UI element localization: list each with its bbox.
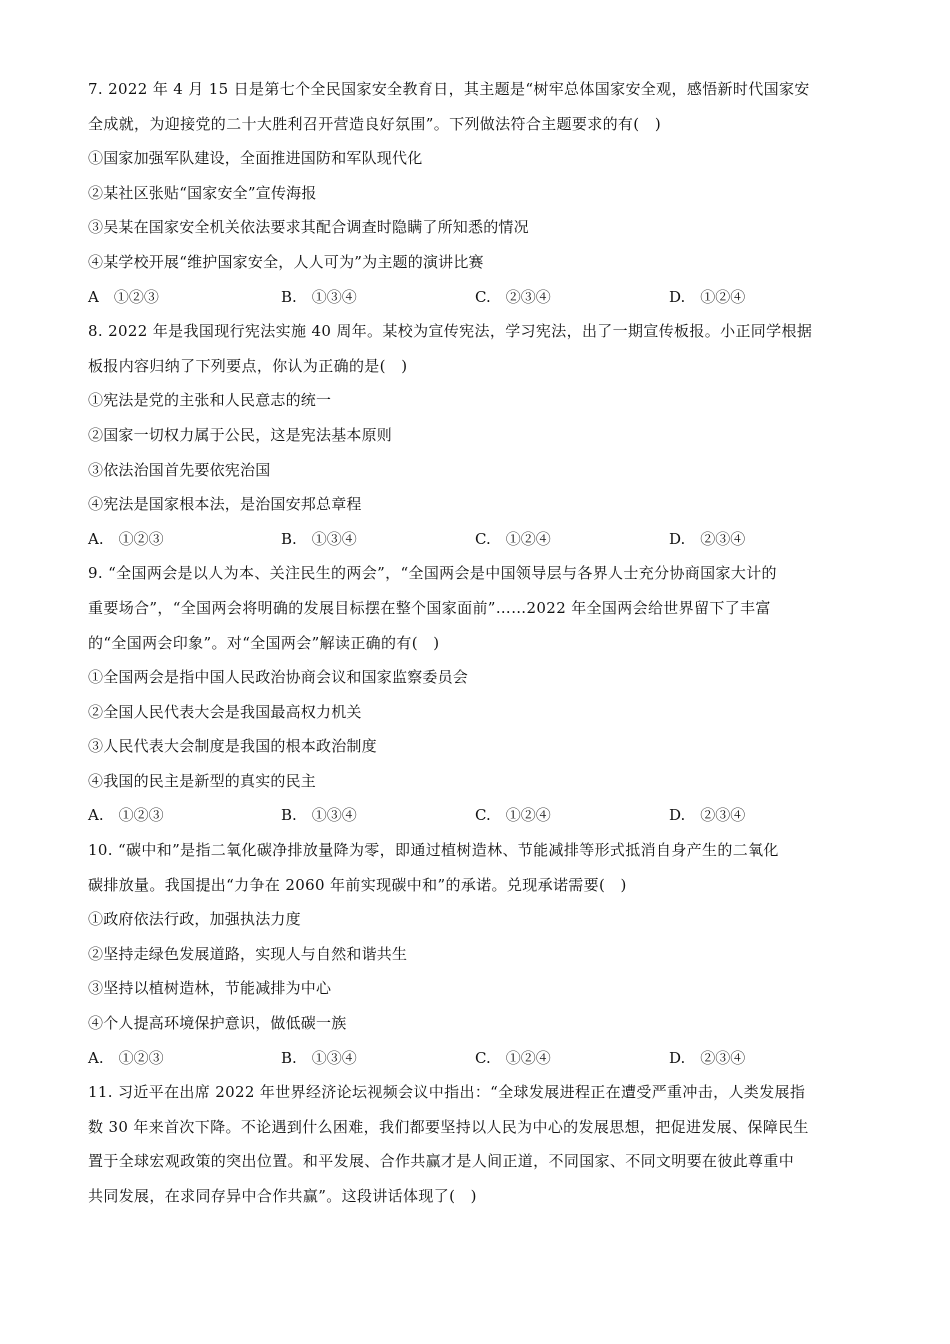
- question-stem-line: 8. 2022 年是我国现行宪法实施 40 周年。某校为宣传宪法，学习宪法，出了一期宣传板报。小正同学根据: [88, 322, 813, 341]
- question-stem-line: 全成就，为迎接党的二十大胜利召开营造良好氛围”。下列做法符合主题要求的有( ): [88, 114, 662, 133]
- question-stem-line: 碳排放量。我国提出“力争在 2060 年前实现碳中和”的承诺。兑现承诺需要( ): [88, 875, 627, 894]
- choice-b[interactable]: B. ①③④: [281, 529, 357, 548]
- statement-4: ④宪法是国家根本法，是治国安邦总章程: [88, 495, 362, 514]
- choice-a[interactable]: A. ①②③: [88, 806, 164, 825]
- statement-3: ③坚持以植树造林，节能减排为中心: [88, 979, 332, 998]
- choice-c[interactable]: C. ①②④: [475, 806, 551, 825]
- question-stem-line: 置于全球宏观政策的突出位置。和平发展、合作共赢才是人间正道，不同国家、不同文明要在彼此尊重中: [88, 1152, 795, 1171]
- question-7: [88, 72, 858, 314]
- exam-page: [88, 72, 858, 1214]
- statement-1: ①宪法是党的主张和人民意志的统一: [88, 391, 332, 410]
- choice-d[interactable]: D. ①②④: [669, 287, 746, 306]
- question-stem-line: 7. 2022 年 4 月 15 日是第七个全民国家安全教育日，其主题是“树牢总体国家安全观，感悟新时代国家安: [88, 80, 810, 98]
- statement-4: ④某学校开展“维护国家安全，人人可为”为主题的演讲比赛: [88, 252, 484, 271]
- question-stem-line: 板报内容归纳了下列要点，你认为正确的是( ): [88, 356, 408, 375]
- choice-b[interactable]: B. ①③④: [281, 806, 357, 825]
- statement-2: ②全国人民代表大会是我国最高权力机关: [88, 702, 362, 721]
- question-stem-line: 11. 习近平在出席 2022 年世界经济论坛视频会议中指出：“全球发展进程正在遭受严重冲击，人类发展指: [88, 1083, 806, 1102]
- choice-b[interactable]: B. ①③④: [281, 1048, 357, 1067]
- choice-c[interactable]: C. ①②④: [475, 1048, 551, 1067]
- choice-d[interactable]: D. ②③④: [669, 529, 746, 548]
- question-stem-line: 10. “碳中和”是指二氧化碳净排放量降为零，即通过植树造林、节能减排等形式抵消自身产生的二氧化: [88, 841, 779, 860]
- answer-choices: [88, 280, 858, 315]
- statement-2: ②国家一切权力属于公民，这是宪法基本原则: [88, 425, 393, 444]
- question-stem-line: 重要场合”，“全国两会将明确的发展目标摆在整个国家面前”……2022 年全国两会给世界留下了丰富: [88, 598, 771, 617]
- question-stem-line: 数 30 年来首次下降。不论遇到什么困难，我们都要坚持以人民为中心的发展思想，把促进发展、保障民生: [88, 1117, 809, 1136]
- question-stem-line: 的“全国两会印象”。对“全国两会”解读正确的有( ): [88, 633, 440, 652]
- choice-a[interactable]: A. ①②③: [88, 529, 164, 548]
- statement-1: ①政府依法行政，加强执法力度: [88, 910, 301, 929]
- choice-a[interactable]: A. ①②③: [88, 1048, 164, 1067]
- question-11: [88, 1075, 858, 1213]
- question-stem-line: 共同发展，在求同存异中合作共赢”。这段讲话体现了( ): [88, 1187, 477, 1205]
- statement-2: ②某社区张贴“国家安全”宣传海报: [88, 183, 317, 202]
- choice-b[interactable]: B. ①③④: [281, 287, 357, 306]
- statement-3: ③人民代表大会制度是我国的根本政治制度: [88, 737, 377, 756]
- statement-4: ④我国的民主是新型的真实的民主: [88, 771, 317, 790]
- statement-4: ④个人提高环境保护意识，做低碳一族: [88, 1014, 347, 1033]
- statement-1: ①全国两会是指中国人民政治协商会议和国家监察委员会: [88, 668, 469, 687]
- answer-choices: [88, 1041, 858, 1076]
- choice-d[interactable]: D. ②③④: [669, 1048, 746, 1067]
- question-stem-line: 9. “全国两会是以人为本、关注民生的两会”，“全国两会是中国领导层与各界人士充分协商国家大计的: [88, 564, 777, 583]
- statement-1: ①国家加强军队建设，全面推进国防和军队现代化: [88, 149, 423, 168]
- statement-2: ②坚持走绿色发展道路，实现人与自然和谐共生: [88, 944, 408, 963]
- choice-d[interactable]: D. ②③④: [669, 806, 746, 825]
- answer-choices: [88, 522, 858, 557]
- question-10: [88, 833, 858, 1075]
- question-8: [88, 314, 858, 556]
- statement-3: ③吴某在国家安全机关依法要求其配合调查时隐瞒了所知悉的情况: [88, 218, 529, 237]
- choice-a[interactable]: A ①②③: [88, 287, 159, 306]
- answer-choices: [88, 798, 858, 833]
- statement-3: ③依法治国首先要依宪治国: [88, 460, 271, 479]
- question-9: [88, 556, 858, 833]
- choice-c[interactable]: C. ②③④: [475, 287, 551, 306]
- choice-c[interactable]: C. ①②④: [475, 529, 551, 548]
